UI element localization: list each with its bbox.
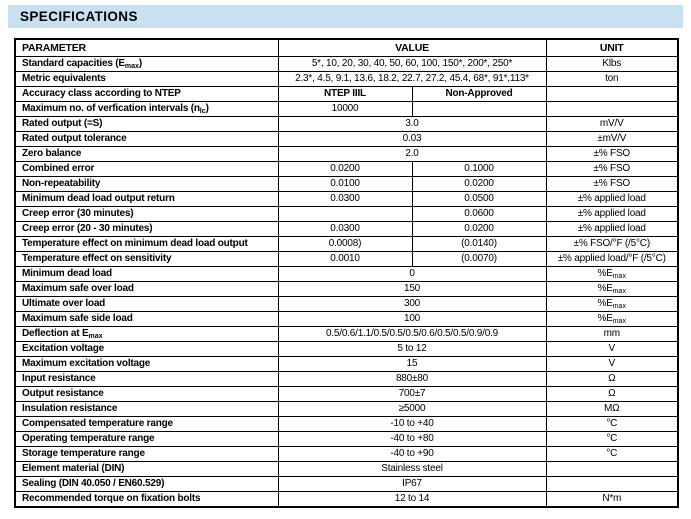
unit-cell: MΩ: [546, 402, 678, 417]
parameter-cell: Rated output (=S): [15, 117, 278, 132]
unit-cell: Ω: [546, 372, 678, 387]
parameter-cell: Maximum no. of verfication intervals $(n_{lc})$: [15, 102, 278, 117]
parameter-cell: Metric equivalents: [15, 72, 278, 87]
unit-cell: N*m: [546, 492, 678, 508]
parameter-cell: Creep error (30 minutes): [15, 207, 278, 222]
table-row: [15, 282, 678, 297]
value-cell: -10 to +40: [278, 417, 546, 432]
value-cell: 880±80: [278, 372, 546, 387]
parameter-cell: Creep error (20 - 30 minutes): [15, 222, 278, 237]
unit-cell: °C: [546, 417, 678, 432]
table-row: [15, 447, 678, 462]
value-cell: 0.0600: [412, 207, 546, 222]
table-row: [15, 357, 678, 372]
value-cell: 700±7: [278, 387, 546, 402]
parameter-cell: Temperature effect on sensitivity: [15, 252, 278, 267]
unit-cell: °C: [546, 447, 678, 462]
value-cell: 5*, 10, 20, 30, 40, 50, 60, 100, 150*, 200*, 250*: [278, 57, 546, 72]
spec-table-body: [15, 57, 678, 508]
value-cell: 15: [278, 357, 546, 372]
value-cell: (0.0140): [412, 237, 546, 252]
value-cell: 0.0300: [278, 222, 412, 237]
unit-cell: [546, 102, 678, 117]
unit-cell: mV/V: [546, 117, 678, 132]
unit-cell: ton: [546, 72, 678, 87]
parameter-cell: Compensated temperature range: [15, 417, 278, 432]
unit-cell: ±mV/V: [546, 132, 678, 147]
unit-cell: Klbs: [546, 57, 678, 72]
unit-cell: ±% FSO: [546, 147, 678, 162]
table-row: [15, 237, 678, 252]
table-row: [15, 87, 678, 102]
table-row: [15, 477, 678, 492]
value-cell: [412, 102, 546, 117]
value-cell: 0.03: [278, 132, 546, 147]
table-row: [15, 402, 678, 417]
value-cell: 300: [278, 297, 546, 312]
value-cell: 0.0100: [278, 177, 412, 192]
value-cell: Non-Approved: [412, 87, 546, 102]
unit-cell: ±% applied load: [546, 192, 678, 207]
value-cell: 0.0010: [278, 252, 412, 267]
value-cell: 0: [278, 267, 546, 282]
table-row: [15, 192, 678, 207]
table-row: [15, 207, 678, 222]
parameter-cell: Standard capacities $(E_{max})$: [15, 57, 278, 72]
value-cell: 0.0200: [412, 177, 546, 192]
unit-cell: mm: [546, 327, 678, 342]
value-cell: 12 to 14: [278, 492, 546, 508]
table-row: [15, 417, 678, 432]
parameter-cell: Storage temperature range: [15, 447, 278, 462]
parameter-cell: Deflection at $E_{max}$: [15, 327, 278, 342]
value-cell: 0.0200: [278, 162, 412, 177]
parameter-cell: Accuracy class according to NTEP: [15, 87, 278, 102]
value-cell: 2.3*, 4.5, 9.1, 13.6, 18.2, 22.7, 27.2, 45.4, 68*, 91*,113*: [278, 72, 546, 87]
column-header-unit: UNIT: [546, 39, 678, 57]
parameter-cell: Non-repeatability: [15, 177, 278, 192]
table-row: [15, 297, 678, 312]
unit-cell: [546, 87, 678, 102]
value-cell: 150: [278, 282, 546, 297]
unit-cell: V: [546, 357, 678, 372]
specifications-banner: [8, 5, 683, 28]
unit-cell: $\%E_{max}$: [546, 267, 678, 282]
parameter-cell: Output resistance: [15, 387, 278, 402]
specifications-table: [14, 38, 679, 508]
parameter-cell: Maximum excitation voltage: [15, 357, 278, 372]
parameter-cell: Combined error: [15, 162, 278, 177]
parameter-cell: Input resistance: [15, 372, 278, 387]
table-row: [15, 177, 678, 192]
table-row: [15, 492, 678, 508]
parameter-cell: Minimum dead load: [15, 267, 278, 282]
table-row: [15, 72, 678, 87]
parameter-cell: Maximum safe over load: [15, 282, 278, 297]
table-row: [15, 372, 678, 387]
value-cell: 0.0500: [412, 192, 546, 207]
unit-cell: ±% applied load/°F (/5°C): [546, 252, 678, 267]
table-row: [15, 132, 678, 147]
unit-cell: ±% applied load: [546, 222, 678, 237]
value-cell: 10000: [278, 102, 412, 117]
parameter-cell: Insulation resistance: [15, 402, 278, 417]
table-row: [15, 312, 678, 327]
column-header-parameter: PARAMETER: [15, 39, 278, 57]
column-header-value: VALUE: [278, 39, 546, 57]
unit-cell: ±% FSO: [546, 177, 678, 192]
value-cell: 5 to 12: [278, 342, 546, 357]
table-row: [15, 147, 678, 162]
unit-cell: [546, 477, 678, 492]
parameter-cell: Element material (DIN): [15, 462, 278, 477]
value-cell: IP67: [278, 477, 546, 492]
table-header-row: [15, 39, 678, 57]
value-cell: 0.0008): [278, 237, 412, 252]
unit-cell: ±% applied load: [546, 207, 678, 222]
table-row: [15, 267, 678, 282]
table-row: [15, 432, 678, 447]
value-cell: (0.0070): [412, 252, 546, 267]
parameter-cell: Recommended torque on fixation bolts: [15, 492, 278, 508]
parameter-cell: Operating temperature range: [15, 432, 278, 447]
unit-cell: [546, 462, 678, 477]
table-row: [15, 222, 678, 237]
unit-cell: $\%E_{max}$: [546, 312, 678, 327]
table-row: [15, 462, 678, 477]
table-row: [15, 342, 678, 357]
unit-cell: $\%E_{max}$: [546, 282, 678, 297]
parameter-cell: Rated output tolerance: [15, 132, 278, 147]
value-cell: 100: [278, 312, 546, 327]
value-cell: 0.5/0.6/1.1/0.5/0.5/0.5/0.6/0.5/0.5/0.9/0.9: [278, 327, 546, 342]
value-cell: 0.0300: [278, 192, 412, 207]
unit-cell: ±% FSO/°F (/5°C): [546, 237, 678, 252]
parameter-cell: Temperature effect on minimum dead load output: [15, 237, 278, 252]
table-row: [15, 327, 678, 342]
parameter-cell: Zero balance: [15, 147, 278, 162]
page-title: SPECIFICATIONS: [20, 9, 138, 24]
parameter-cell: Excitation voltage: [15, 342, 278, 357]
value-cell: -40 to +80: [278, 432, 546, 447]
value-cell: -40 to +90: [278, 447, 546, 462]
unit-cell: °C: [546, 432, 678, 447]
table-row: [15, 102, 678, 117]
value-cell: 2.0: [278, 147, 546, 162]
parameter-cell: Sealing (DIN 40.050 / EN60.529): [15, 477, 278, 492]
table-row: [15, 57, 678, 72]
table-row: [15, 162, 678, 177]
value-cell: ≥5000: [278, 402, 546, 417]
value-cell: 3.0: [278, 117, 546, 132]
table-row: [15, 252, 678, 267]
table-row: [15, 117, 678, 132]
parameter-cell: Minimum dead load output return: [15, 192, 278, 207]
value-cell: [278, 207, 412, 222]
unit-cell: V: [546, 342, 678, 357]
table-row: [15, 387, 678, 402]
parameter-cell: Ultimate over load: [15, 297, 278, 312]
unit-cell: $\%E_{max}$: [546, 297, 678, 312]
parameter-cell: Maximum safe side load: [15, 312, 278, 327]
value-cell: 0.0200: [412, 222, 546, 237]
value-cell: 0.1000: [412, 162, 546, 177]
unit-cell: ±% FSO: [546, 162, 678, 177]
unit-cell: Ω: [546, 387, 678, 402]
value-cell: NTEP IIIL: [278, 87, 412, 102]
value-cell: Stainless steel: [278, 462, 546, 477]
